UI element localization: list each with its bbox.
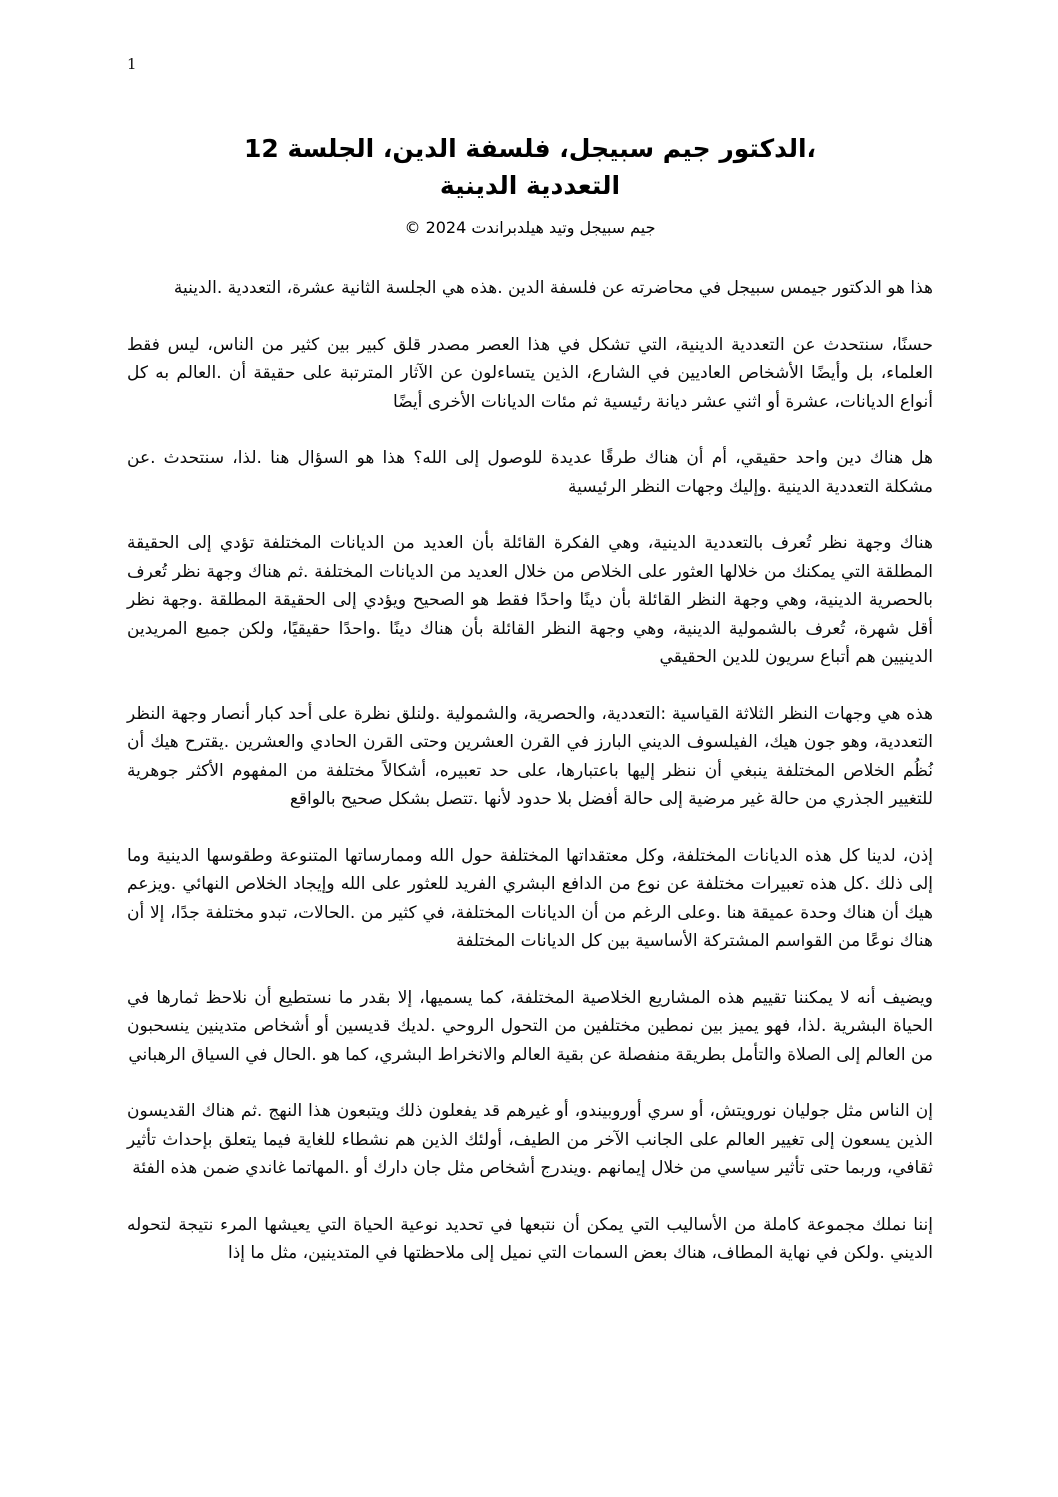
document-header	[127, 130, 933, 240]
paragraph: ويضيف أنه لا يمكننا تقييم هذه المشاريع الخلاصية المختلفة، كما يسميها، إلا بقدر ما نستطيع أن نلاحظ ثمارها في الحياة البشرية .لذا، فهو يميز بين نمطين مختلفين من التحول الروحي .لديك قديسين أو أشخاص متدينين ينسحبون من العالم إلى الصلاة والتأمل بطريقة منفصلة عن بقية العالم والانخراط البشري، كما هو .الحال في السياق الرهباني	[127, 987, 933, 1065]
paragraph: حسنًا، سنتحدث عن التعددية الدينية، التي تشكل في هذا العصر مصدر قلق كبير بين كثير من الناس، ليس فقط العلماء، بل وأيضًا الأشخاص العاديين في الشارع، الذين يتساءلون عن الآثار المترتبة على حقيقة أن .العالم به كل أنواع الديانات، عشرة أو اثني عشر ديانة رئيسية ثم مئات الديانات الأخرى أيضًا	[127, 334, 933, 412]
paragraph: إننا نملك مجموعة كاملة من الأساليب التي يمكن أن نتبعها في تحديد نوعية الحياة التي يعيشها المرء نتيجة لتحوله الديني .ولكن في نهاية المطاف، هناك بعض السمات التي نميل إلى ملاحظتها في المتدينين، مثل ما إذا	[127, 1214, 933, 1263]
paragraph: إذن، لدينا كل هذه الديانات المختلفة، وكل معتقداتها المختلفة حول الله وممارساتها المتنوعة وطقوسها الدينية وما إلى ذلك .كل هذه تعبيرات مختلفة عن نوع من الدافع البشري الفريد للعثور على الله وإيجاد الخلاص النهائي .ويزعم هيك أن هناك وحدة عميقة هنا .وعلى الرغم من أن الديانات المختلفة، في كثير من .الحالات، تبدو مختلفة جدًا، إلا أن هناك نوعًا من القواسم المشتركة الأساسية بين كل الديانات المختلفة	[127, 845, 933, 951]
paragraph: هناك وجهة نظر تُعرف بالتعددية الدينية، وهي الفكرة القائلة بأن العديد من الديانات المختلفة تؤدي إلى الحقيقة المطلقة التي يمكنك من خلالها العثور على الخلاص من خلال العديد من الديانات المختلفة .ثم هناك وجهة نظر تُعرف بالحصرية الدينية، وهي وجهة النظر القائلة بأن دينًا واحدًا فقط هو الصحيح ويؤدي إلى الحقيقة المطلقة .وجهة نظر أقل شهرة، تُعرف بالشمولية الدينية، وهي وجهة النظر القائلة بأن هناك دينًا .واحدًا حقيقيًا، ولكن جميع المريدين الدينيين هم أتباع سريون للدين الحقيقي	[127, 533, 933, 667]
paragraph: إن الناس مثل جوليان نورويتش، أو سري أوروبيندو، أو غيرهم قد يفعلون ذلك ويتبعون هذا النهج .ثم هناك القديسون الذين يسعون إلى تغيير العالم على الجانب الآخر من الطيف، أولئك الذين هم نشطاء للغاية فيما يتعلق بإحداث تأثير ثقافي، وربما حتى تأثير سياسي من خلال إيمانهم .ويندرج أشخاص مثل جان دارك أو .المهاتما غاندي ضمن هذه الفئة	[127, 1101, 933, 1178]
paragraph: هل هناك دين واحد حقيقي، أم أن هناك طرقًا عديدة للوصول إلى الله؟ هذا هو السؤال هنا .لذا، سنتحدث .عن مشكلة التعددية الدينية .وإليك وجهات النظر الرئيسية	[127, 448, 933, 497]
page-number: 1	[127, 55, 137, 73]
paragraph: هذا هو الدكتور جيمس سبيجل في محاضرته عن فلسفة الدين .هذه هي الجلسة الثانية عشرة، التعددية .الدينية	[173, 278, 933, 298]
document-title-line-1: ،الدكتور جيم سبيجل، فلسفة الدين، الجلسة 12	[243, 134, 817, 163]
document-content	[127, 130, 933, 1296]
document-title-line-2: التعددية الدينية	[439, 171, 621, 200]
paragraph: هذه هي وجهات النظر الثلاثة القياسية :التعددية، والحصرية، والشمولية .ولنلق نظرة على أحد كبار أنصار وجهة النظر التعددية، وهو جون هيك، الفيلسوف الديني البارز في القرن العشرين وحتى القرن الحادي والعشرين .يقترح هيك أن نُظُم الخلاص المختلفة ينبغي أن ننظر إليها باعتبارها، على حد تعبيره، أشكالاً مختلفة من المفهوم الأكثر جوهرية للتغيير الجذري من حالة غير مرضية إلى حالة أفضل بلا حدود لأنها .تتصل بشكل صحيح بالواقع	[127, 703, 933, 809]
document-byline: جيم سبيجل وتيد هيلدبراندت 2024 ©	[404, 218, 656, 237]
document-body	[127, 274, 933, 1268]
